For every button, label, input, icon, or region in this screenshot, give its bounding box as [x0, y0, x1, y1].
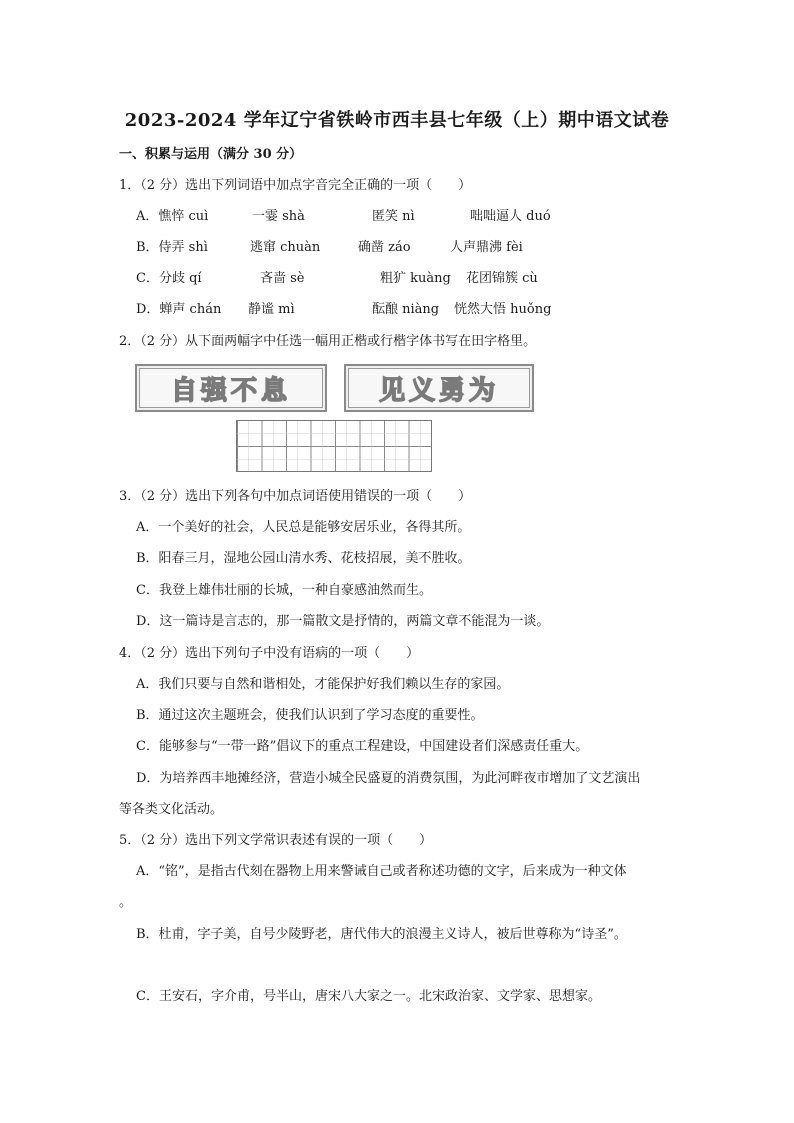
question-4-option-a: A．我们只要与自然和谐相处，才能保护好我们赖以生存的家园。 [136, 677, 510, 692]
question-4-option-d: D．为培养西丰地摊经济，营造小城全民盛夏的消费氛围，为此河畔夜市增加了文艺演出 [136, 771, 641, 786]
option-word: 静谧 mì [248, 302, 295, 317]
option-word: 确凿 záo [358, 240, 411, 255]
question-4-option-d-continued: 等各类文化活动。 [119, 802, 224, 817]
question-3-stem: 3．（2 分）选出下列各句中加点词语使用错误的一项（ ） [119, 489, 472, 504]
option-word: A．憔悴 cuì [136, 209, 209, 224]
option-word: 恍然大悟 huǒng [454, 302, 552, 317]
option-word: 花团锦簇 cù [466, 271, 538, 286]
calligraphy-sample-2: 见义勇为 [344, 364, 534, 412]
exam-title: 2023-2024 学年辽宁省铁岭市西丰县七年级（上）期中语文试卷 [124, 110, 670, 131]
question-3-option-d: D．这一篇诗是言志的，那一篇散文是抒情的，两篇文章不能混为一谈。 [136, 614, 550, 629]
question-5-option-a-continued: 。 [119, 895, 133, 910]
option-word: 酝酿 niàng [372, 302, 440, 317]
option-word: 吝啬 sè [260, 271, 305, 286]
question-4-option-b: B．通过这次主题班会，使我们认识到了学习态度的重要性。 [136, 708, 484, 723]
question-1-stem: 1．（2 分）选出下列词语中加点字音完全正确的一项（ ） [119, 178, 472, 193]
option-word: B．侍弄 shì [136, 240, 208, 255]
option-word: 匿笑 nì [372, 209, 415, 224]
option-word: 一霎 shà [252, 209, 305, 224]
option-word: C．分歧 qí [136, 271, 202, 286]
question-4-option-c: C．能够参与“一带一路”倡议下的重点工程建设，中国建设者们深感责任重大。 [136, 739, 589, 754]
question-5-option-b: B．杜甫，字子美，自号少陵野老，唐代伟大的浪漫主义诗人，被后世尊称为“诗圣”。 [136, 927, 627, 942]
question-5-option-c: C．王安石，字介甫，号半山，唐宋八大家之一。北宋政治家、文学家、思想家。 [136, 989, 601, 1004]
question-2-stem: 2．（2 分）从下面两幅字中任选一幅用正楷或行楷字体书写在田字格里。 [119, 334, 537, 349]
section-heading: 一、积累与运用（满分 30 分） [119, 147, 303, 162]
option-word: 粗犷 kuàng [380, 271, 451, 286]
tianzige-writing-grid[interactable] [236, 420, 432, 472]
question-3-option-b: B．阳春三月，湿地公园山清水秀、花枝招展，美不胜收。 [136, 551, 471, 566]
option-word: 咄咄逼人 duó [470, 209, 551, 224]
question-3-option-c: C．我登上雄伟壮丽的长城，一种自豪感油然而生。 [136, 583, 432, 598]
option-word: 人声鼎沸 fèi [450, 240, 523, 255]
question-3-option-a: A．一个美好的社会，人民总是能够安居乐业，各得其所。 [136, 520, 471, 535]
question-5-stem: 5．（2 分）选出下列文学常识表述有误的一项（ ） [119, 833, 433, 848]
question-5-option-a: A．“铭”，是指古代刻在器物上用来警诫自己或者称述功德的文字，后来成为一种文体 [136, 864, 627, 879]
option-word: D．蝉声 chán [136, 302, 222, 317]
option-word: 逃窜 chuàn [250, 240, 321, 255]
question-4-stem: 4．（2 分）选出下列句子中没有语病的一项（ ） [119, 646, 420, 661]
calligraphy-sample-1: 自强不息 [135, 364, 327, 412]
